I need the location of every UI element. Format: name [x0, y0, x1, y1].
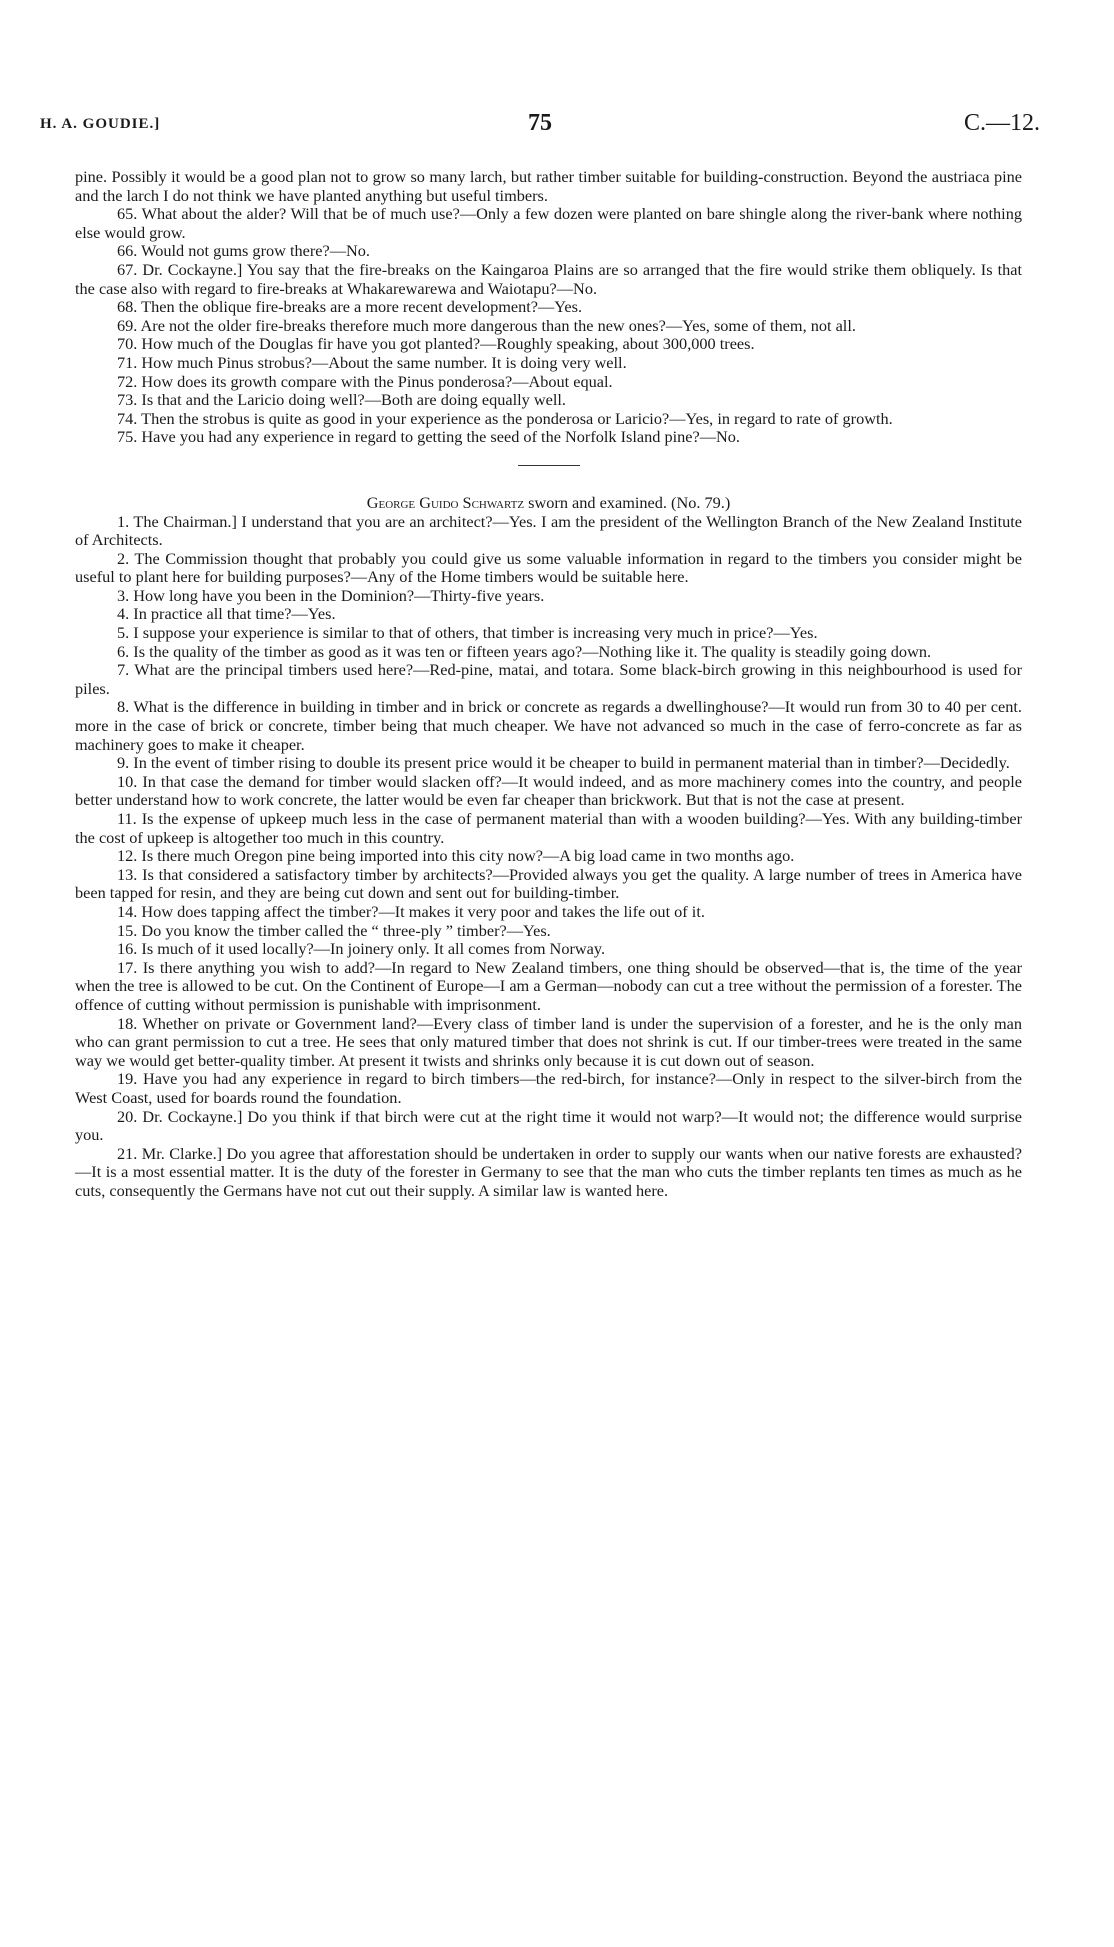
question-75: 75. Have you had any experience in regard to getting the seed of the Norfolk Island pine?—No.: [117, 427, 741, 447]
section-divider: [518, 465, 580, 466]
question-4: 4. In practice all that time?—Yes.: [117, 604, 336, 624]
page-number: 75: [528, 110, 552, 136]
question-17: 17. Is there anything you wish to add?—In regard to New Zealand timbers, one thing should be observed—that is, the time of the year when the tree is allowed to be cut. On the Continent of Europe—I am a German—nobody can cut a tree without the permission of a forester. The offence of cutting without permission is punishable with imprisonment.: [75, 957, 1022, 1014]
question-6: 6. Is the quality of the timber as good as it was ten or fifteen years ago?—Nothing like it. The quality is steadily going down.: [117, 641, 932, 661]
question-19: 19. Have you had any experience in regard to birch timbers—the red-birch, for instance?—Only in respect to the silver-birch from the West Coast, used for boards round the foundation.: [75, 1069, 1022, 1107]
witness-heading: [75, 494, 1022, 513]
question-10: 10. In that case the demand for timber would slacken off?—It would indeed, and as more machinery comes into the country, and people better understand how to work concrete, the latter would be even far cheaper than brickwork. But that is not the case at present.: [75, 771, 1022, 810]
page-header: [40, 108, 1040, 142]
opening-paragraph: pine. Possibly it would be a good plan not to grow so many larch, but rather timber suitable for building-construction. Beyond the austriaca pine and the larch I do not think we have planted anything but useful timbers.: [75, 167, 1022, 205]
question-14: 14. How does tapping affect the timber?—It makes it very poor and takes the life out of it.: [117, 901, 705, 921]
question-68: 68. Then the oblique fire-breaks are a more recent development?—Yes.: [117, 297, 583, 317]
witness-name: George Guido Schwartz: [366, 492, 525, 512]
question-73: 73. Is that and the Laricio doing well?—Both are doing equally well.: [117, 390, 566, 410]
question-69: 69. Are not the older fire-breaks therefore much more dangerous than the new ones?—Yes, some of them, not all.: [117, 315, 856, 335]
question-1: 1. The Chairman.] I understand that you are an architect?—Yes. I am the president of the Wellington Branch of the New Zealand Institute of Architects.: [75, 511, 1022, 550]
schwartz-questions: [75, 513, 1022, 1201]
paper-reference: C.—12.: [963, 110, 1040, 136]
question-13: 13. Is that considered a satisfactory timber by architects?—Provided always you get the quality. A large number of trees in America have been tapped for resin, and they are being cut down and sent out for building-timber.: [75, 864, 1022, 903]
question-65: 65. What about the alder? Will that be of much use?—Only a few dozen were planted on bare shingle along the river-bank where nothing else would grow.: [75, 204, 1022, 242]
question-67: 67. Dr. Cockayne.] You say that the fire-breaks on the Kaingaroa Plains are so arranged that the fire would strike them obliquely. Is that the case also with regard to fire-breaks at Whakarewarewa and Waiotapu?—No.: [75, 259, 1022, 298]
question-8: 8. What is the difference in building in timber and in brick or concrete as regards a dwellinghouse?—It would run from 30 to 40 per cent. more in the case of brick or concrete, timber being that much cheaper. We have not advanced so much in the case of ferro-concrete as far as machinery goes to make it cheaper.: [75, 697, 1022, 754]
question-15: 15. Do you know the timber called the “ three-ply ” timber?—Yes.: [117, 920, 551, 940]
question-7: 7. What are the principal timbers used here?—Red-pine, matai, and totara. Some black-birch growing in this neighbourhood is used for piles.: [75, 660, 1022, 698]
question-20: 20. Dr. Cockayne.] Do you think if that birch were cut at the right time it would not warp?—It would not; the difference would surprise you.: [75, 1106, 1022, 1145]
question-12: 12. Is there much Oregon pine being imported into this city now?—A big load came in two months ago.: [117, 846, 795, 866]
question-72: 72. How does its growth compare with the Pinus ponderosa?—About equal.: [117, 371, 613, 391]
goudie-questions: [75, 205, 1022, 447]
question-71: 71. How much Pinus strobus?—About the same number. It is doing very well.: [117, 352, 627, 372]
witness-heading-rest: sworn and examined. (No. 79.): [524, 492, 731, 512]
question-3: 3. How long have you been in the Dominion?—Thirty-five years.: [117, 585, 545, 605]
question-74: 74. Then the strobus is quite as good in your experience as the ponderosa or Laricio?—Yes, in regard to rate of growth.: [117, 408, 893, 428]
question-11: 11. Is the expense of upkeep much less in the case of permanent material than with a wooden building?—Yes. With any building-timber the cost of upkeep is altogether too much in this country.: [75, 809, 1022, 847]
question-9: 9. In the event of timber rising to double its present price would it be cheaper to build in permanent material than in timber?—Decidedly.: [117, 753, 1010, 773]
header-witness-name: H. A. GOUDIE.]: [40, 116, 161, 132]
question-66: 66. Would not gums grow there?—No.: [117, 241, 370, 261]
question-18: 18. Whether on private or Government land?—Every class of timber land is under the supervision of a forester, and he is the only man who can grant permission to cut a tree. He sees that only matured timber that does not shrink is cut. If our timber-trees were treated in the same way we would get better-quality timber. At present it twists and shrinks only because it is cut down out of season.: [75, 1013, 1022, 1070]
question-5: 5. I suppose your experience is similar to that of others, that timber is increasing very much in price?—Yes.: [117, 623, 818, 643]
page-body: [75, 168, 1022, 1200]
question-21: 21. Mr. Clarke.] Do you agree that afforestation should be undertaken in order to supply our wants when our native forests are exhausted?—It is a most essential matter. It is the duty of the forester in Germany to see that the man who cuts the timber replants ten times as much as he cuts, consequently the Germans have not cut out their supply. A similar law is wanted here.: [75, 1143, 1022, 1200]
question-16: 16. Is much of it used locally?—In joinery only. It all comes from Norway.: [117, 939, 606, 959]
question-2: 2. The Commission thought that probably you could give us some valuable information in regard to the timbers you consider might be useful to plant here for building purposes?—Any of the Home timbers would be suitable here.: [75, 548, 1022, 587]
question-70: 70. How much of the Douglas fir have you got planted?—Roughly speaking, about 300,000 trees.: [117, 334, 755, 354]
